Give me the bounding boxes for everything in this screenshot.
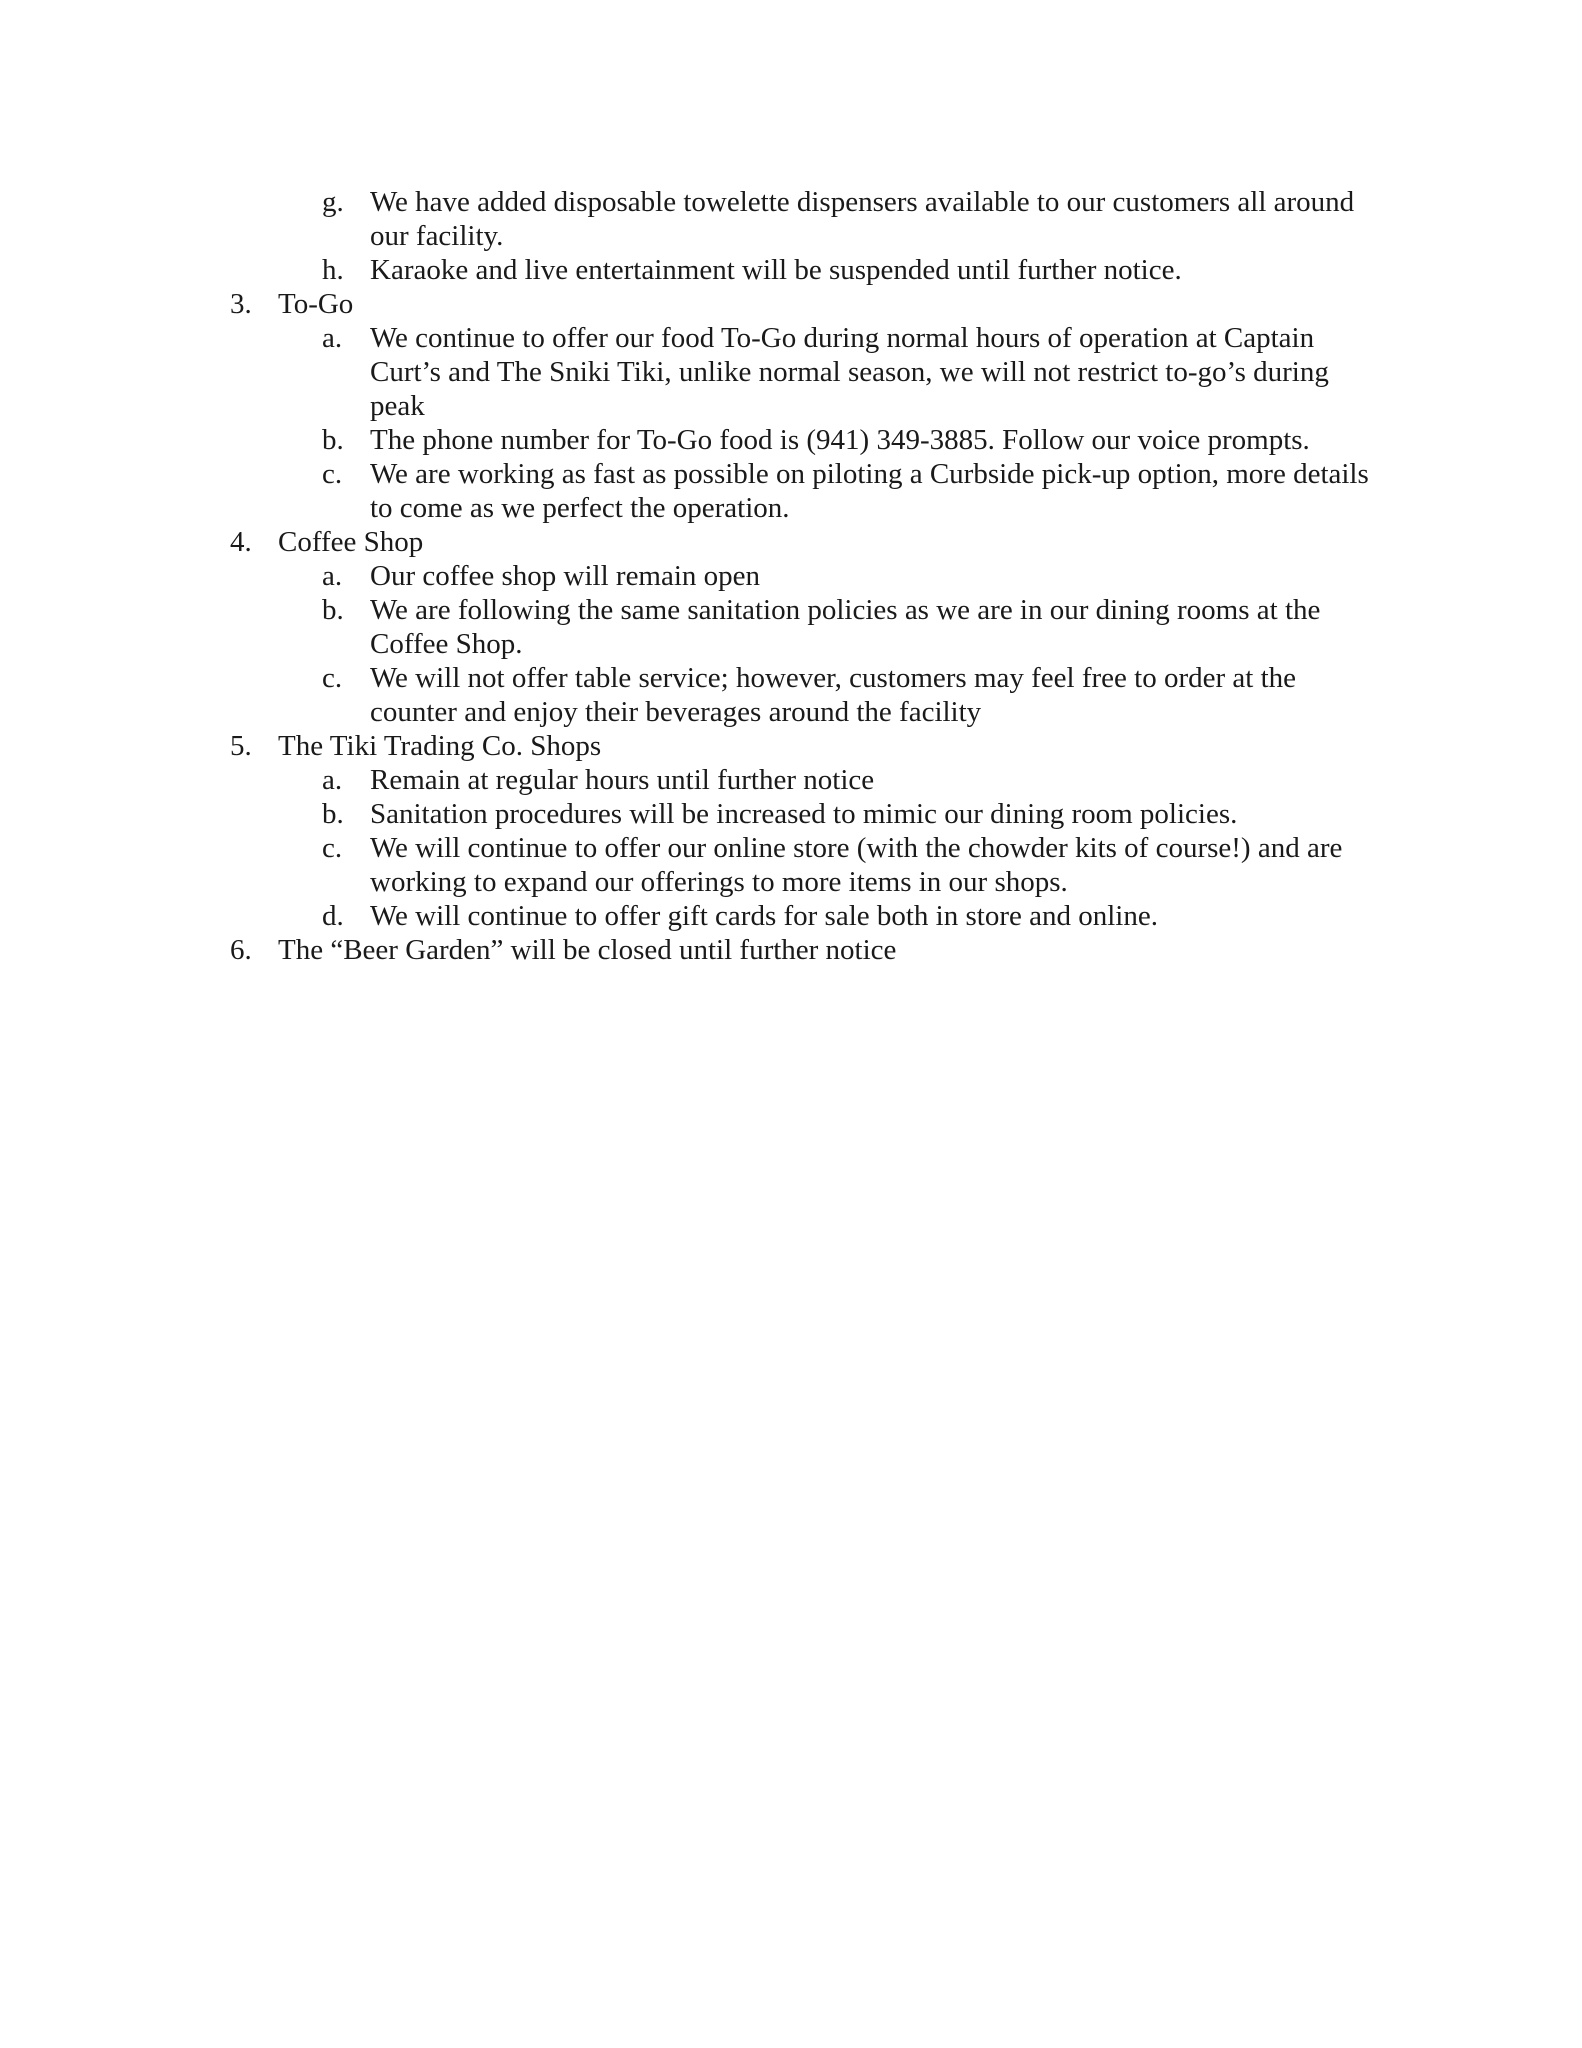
section-coffee-shop xyxy=(230,525,1380,559)
list-marker: b. xyxy=(322,594,344,626)
section-number: 4. xyxy=(230,526,252,558)
section-heading: The “Beer Garden” will be closed until further notice xyxy=(278,934,897,966)
list-item-a xyxy=(230,763,1380,797)
list-item-a xyxy=(230,559,1380,593)
list-item-text: We have added disposable towelette dispensers available to our customers all around our facility. xyxy=(370,186,1355,252)
list-item-b xyxy=(230,423,1380,457)
list-marker: h. xyxy=(322,254,344,286)
list-item-text: Karaoke and live entertainment will be suspended until further notice. xyxy=(370,254,1182,286)
list-item-g xyxy=(230,185,1380,253)
list-item-text: Sanitation procedures will be increased to mimic our dining room policies. xyxy=(370,798,1238,830)
document-body xyxy=(230,185,1380,967)
list-marker: a. xyxy=(322,764,343,796)
list-item-c xyxy=(230,457,1380,525)
list-item-a xyxy=(230,321,1380,423)
section-beer-garden xyxy=(230,933,1380,967)
list-item-text: We are working as fast as possible on piloting a Curbside pick-up option, more details to come as we perfect the operation. xyxy=(370,458,1369,524)
section-number: 6. xyxy=(230,934,252,966)
section-heading: Coffee Shop xyxy=(278,526,424,558)
list-marker: g. xyxy=(322,186,344,218)
list-marker: a. xyxy=(322,322,343,354)
section-number: 5. xyxy=(230,730,252,762)
list-marker: b. xyxy=(322,424,344,456)
section-tiki-trading-shops xyxy=(230,729,1380,763)
list-item-c xyxy=(230,661,1380,729)
list-item-text: Remain at regular hours until further notice xyxy=(370,764,875,796)
list-item-text: Our coffee shop will remain open xyxy=(370,560,761,592)
list-item-h xyxy=(230,253,1380,287)
list-marker: c. xyxy=(322,662,343,694)
list-item-text: We will continue to offer gift cards for sale both in store and online. xyxy=(370,900,1158,932)
section-heading: To-Go xyxy=(278,288,354,320)
section-heading: The Tiki Trading Co. Shops xyxy=(278,730,602,762)
list-item-text: The phone number for To-Go food is (941) 349-3885. Follow our voice prompts. xyxy=(370,424,1310,456)
list-item-d xyxy=(230,899,1380,933)
list-item-b xyxy=(230,593,1380,661)
list-marker: c. xyxy=(322,832,343,864)
list-item-text: We are following the same sanitation policies as we are in our dining rooms at the Coffee Shop. xyxy=(370,594,1321,660)
list-item-b xyxy=(230,797,1380,831)
section-to-go xyxy=(230,287,1380,321)
list-marker: c. xyxy=(322,458,343,490)
list-marker: a. xyxy=(322,560,343,592)
list-marker: b. xyxy=(322,798,344,830)
list-item-text: We will continue to offer our online store (with the chowder kits of course!) and are working to expand our offerings to more items in our shops. xyxy=(370,832,1343,898)
list-item-c xyxy=(230,831,1380,899)
list-item-text: We will not offer table service; however, customers may feel free to order at the counter and enjoy their beverages around the facility xyxy=(370,662,1297,728)
list-item-text: We continue to offer our food To-Go during normal hours of operation at Captain Curt’s and The Sniki Tiki, unlike normal season, we will not restrict to-go’s during peak xyxy=(370,322,1329,422)
section-number: 3. xyxy=(230,288,252,320)
list-marker: d. xyxy=(322,900,344,932)
